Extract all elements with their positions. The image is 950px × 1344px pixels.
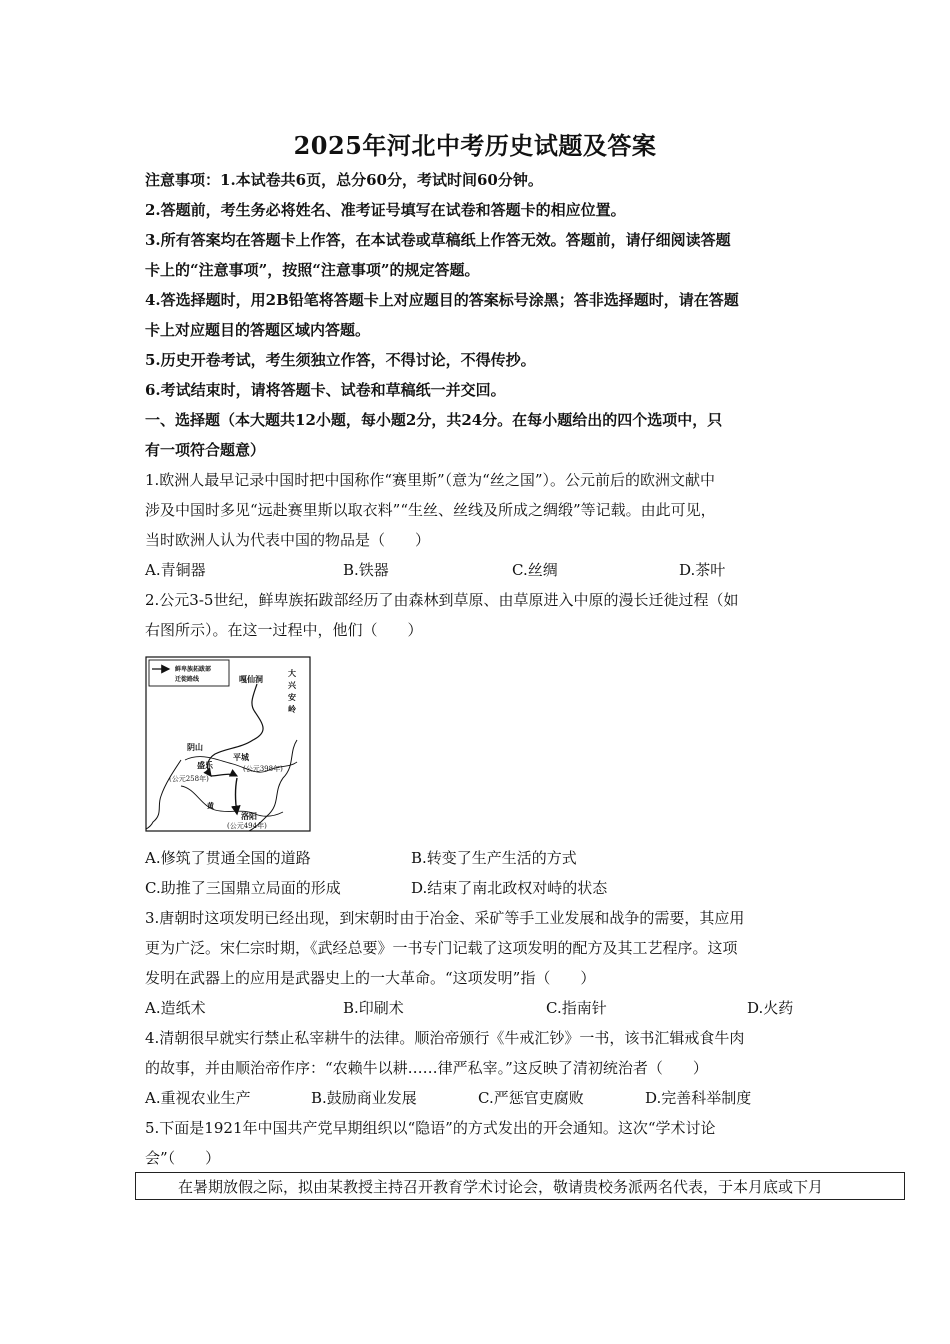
q4-option-a[interactable]: A.重视农业生产: [145, 1089, 251, 1107]
note-3-cont: 卡上的“注意事项”，按照“注意事项”的规定答题。: [145, 261, 480, 279]
q1-stem-1: 1.欧洲人最早记录中国时把中国称作“赛里斯”（意为“丝之国”）。公元前后的欧洲文献中: [145, 471, 715, 489]
migration-map: [145, 656, 311, 832]
label-daxinganling-4: 岭: [288, 704, 296, 714]
label-daxinganling-2: 兴: [288, 680, 296, 690]
q2-stem-1: 2.公元3-5世纪，鲜卑族拓跋部经历了由森林到草原、由草原进入中原的漫长迁徙过程（如: [145, 591, 739, 609]
q1-option-c[interactable]: C.丝绸: [512, 561, 558, 579]
q3-stem-2: 更为广泛。宋仁宗时期，《武经总要》一书专门记载了这项发明的配方及其工艺程序。这项: [145, 939, 738, 957]
q2-option-d[interactable]: D.结束了南北政权对峙的状态: [411, 879, 608, 897]
q1-stem-3: 当时欧洲人认为代表中国的物品是（ ）: [145, 531, 431, 549]
label-luoyang: 洛阳: [241, 811, 257, 821]
q3-option-d[interactable]: D.火药: [747, 999, 794, 1017]
label-pingcheng: 平城: [233, 752, 249, 762]
note-4-cont: 卡上对应题目的答题区域内答题。: [145, 321, 371, 339]
q1-option-b[interactable]: B.铁器: [343, 561, 389, 579]
label-luoyang-year: (公元494年): [227, 822, 267, 830]
note-5: 5.历史开卷考试，考生须独立作答，不得讨论，不得传抄。: [145, 351, 536, 369]
q2-option-b[interactable]: B.转变了生产生活的方式: [411, 849, 577, 867]
q1-option-a[interactable]: A.青铜器: [145, 561, 206, 579]
q1-option-d[interactable]: D.茶叶: [679, 561, 726, 579]
q3-option-a[interactable]: A.造纸术: [145, 999, 206, 1017]
q3-stem-1: 3.唐朝时这项发明已经出现，到宋朝时由于冶金、采矿等手工业发展和战争的需要，其应用: [145, 909, 745, 927]
section-heading: 一、选择题（本大题共12小题，每小题2分，共24分。在每小题给出的四个选项中，只: [145, 411, 723, 429]
q3-option-c[interactable]: C.指南针: [546, 999, 607, 1017]
q4-option-c[interactable]: C.严惩官吏腐败: [478, 1089, 584, 1107]
label-gaxian: 嘎仙洞: [239, 674, 263, 684]
page-title: 2025年河北中考历史试题及答案: [293, 131, 657, 160]
q4-option-b[interactable]: B.鼓励商业发展: [311, 1089, 417, 1107]
q2-option-c[interactable]: C.助推了三国鼎立局面的形成: [145, 879, 341, 897]
q5-stem-2: 会”（ ）: [145, 1149, 221, 1167]
section-heading-cont: 有一项符合题意）: [145, 441, 266, 459]
q3-option-b[interactable]: B.印刷术: [343, 999, 404, 1017]
label-pingcheng-year: (公元398年): [243, 765, 283, 773]
q1-stem-2: 涉及中国时多见“远赴赛里斯以取衣料”“生丝、丝线及所成之绸缎”等记载。由此可见，: [145, 501, 716, 519]
q2-stem-2: 右图所示）。在这一过程中，他们（ ）: [145, 621, 423, 639]
q5-stem-1: 5.下面是1921年中国共产党早期组织以“隐语”的方式发出的开会通知。这次“学术讨论: [145, 1119, 716, 1137]
note-3: 3.所有答案均在答题卡上作答，在本试卷或草稿纸上作答无效。答题前，请仔细阅读答题: [145, 231, 731, 249]
label-shengle: 盛乐: [197, 760, 213, 770]
legend-text-2: 迁徙路线: [175, 676, 200, 683]
label-river: 黄: [207, 801, 214, 810]
q3-stem-3: 发明在武器上的应用是武器史上的一大革命。“这项发明”指（ ）: [145, 969, 596, 987]
label-daxinganling-1: 大: [288, 668, 296, 678]
label-daxinganling-3: 安: [288, 692, 296, 702]
meeting-notice-text: 在暑期放假之际，拟由某教授主持召开教育学术讨论会，敬请贵校务派两名代表，于本月底或下月: [178, 1178, 824, 1196]
label-yinshan: 阴山: [187, 742, 203, 752]
q4-stem-2: 的故事，并由顺治帝作序：“农赖牛以耕……律严私宰。”这反映了清初统治者（ ）: [145, 1059, 708, 1077]
legend-text-1: 鲜卑族拓跋部: [175, 666, 212, 673]
note-1: 注意事项：1.本试卷共6页，总分60分，考试时间60分钟。: [145, 171, 543, 189]
note-6: 6.考试结束时，请将答题卡、试卷和草稿纸一并交回。: [145, 381, 506, 399]
q4-stem-1: 4.清朝很早就实行禁止私宰耕牛的法律。顺治帝颁行《牛戒汇钞》一书，该书汇辑戒食牛肉: [145, 1029, 745, 1047]
note-2: 2.答题前，考生务必将姓名、准考证号填写在试卷和答题卡的相应位置。: [145, 201, 626, 219]
q2-option-a[interactable]: A.修筑了贯通全国的道路: [145, 849, 311, 867]
q4-option-d[interactable]: D.完善科举制度: [645, 1089, 752, 1107]
label-shengle-year: (公元258年): [169, 775, 209, 783]
note-4: 4.答选择题时，用2B铅笔将答题卡上对应题目的答案标号涂黑；答非选择题时，请在答题: [145, 291, 739, 309]
meeting-notice-box: [135, 1172, 905, 1200]
